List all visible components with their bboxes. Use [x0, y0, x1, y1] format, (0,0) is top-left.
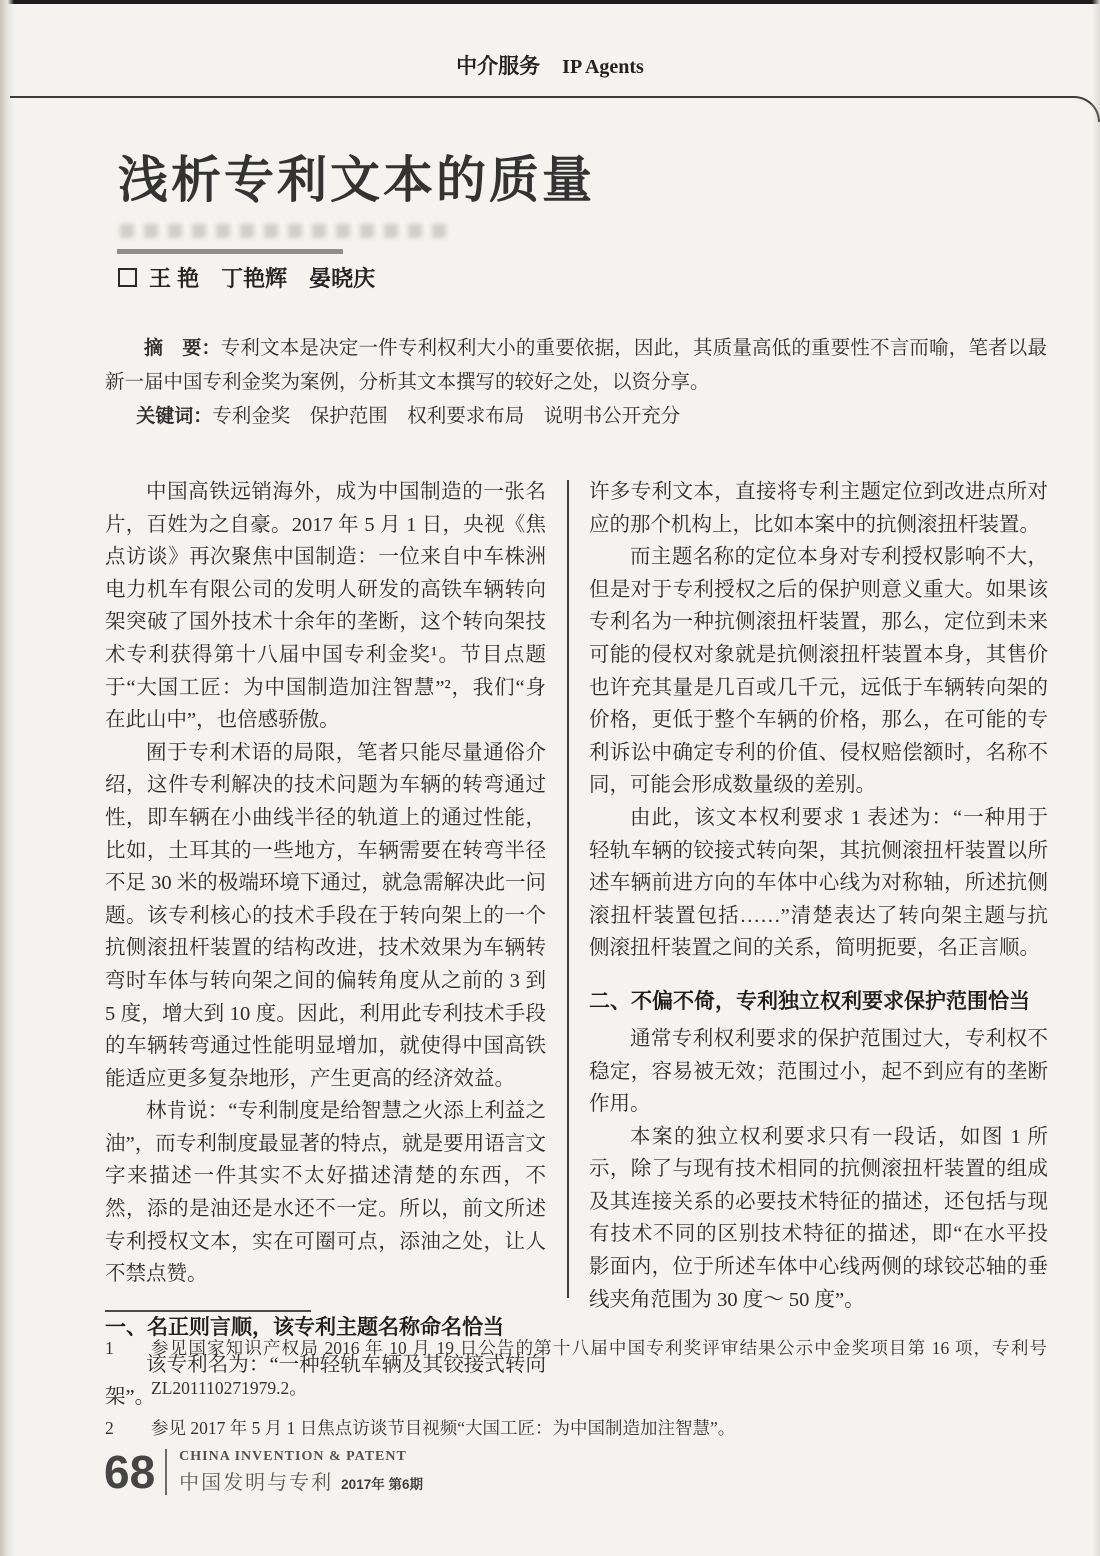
keywords-label: 关键词：: [136, 406, 213, 427]
page-footer: [104, 1448, 423, 1496]
journal-name-en: CHINA INVENTION & PATENT: [179, 1449, 407, 1464]
footnote-text: 参见国家知识产权局 2016 年 10 月 19 日公告的第十八届中国专利奖评审结果公示中金奖项目第 16 项，专利号 ZL201110271979.2。: [151, 1338, 1047, 1398]
paragraph: 林肯说：“专利制度是给智慧之火添上利益之油”，而专利制度最显著的特点，就是要用语言文字来描述一件其实不太好描述清楚的东西，不然，添的是油还是水还不一定。所以，前文所述专利授权文本，实在可圈可点，添油之处，让人不禁点赞。: [105, 1100, 546, 1286]
section-label-en: IP Agents: [562, 56, 644, 78]
author-names: 王 艳 丁艳辉 晏晓庆: [149, 266, 376, 291]
section-heading-1: 一、名正则言顺，该专利主题名称命名恰当: [105, 1315, 504, 1339]
scan-edge-top: [0, 0, 1100, 4]
paragraph: 本案的独立权利要求只有一段话，如图 1 所示，除了与现有技术相同的抗侧滚扭杆装置的组成及其连接关系的必要技术特征的描述，还包括与现有技术不同的区别技术特征的描述，即“在水平投影面内，位于所述车体中心线两侧的球铰芯轴的垂线夹角范围为 30 度～ 50 度”。: [589, 1125, 1048, 1311]
paragraph: 许多专利文本，直接将专利主题定位到改进点所对应的那个机构上，比如本案中的抗侧滚扭杆装置。: [589, 481, 1048, 536]
body-column-right: [589, 476, 1048, 1316]
scan-edge-left: [0, 0, 14, 1556]
author-marker-square: [118, 268, 137, 287]
article-title: 浅析专利文本的质量: [118, 152, 595, 208]
page-number: 68: [104, 1446, 156, 1498]
journal-info: [179, 1449, 423, 1495]
abstract-label: 摘 要：: [144, 338, 221, 359]
keywords-paragraph: [105, 400, 1047, 434]
paragraph: 该专利名为：“一种轻轨车辆及其铰接式转向架”。: [105, 1353, 546, 1409]
paragraph: 中国高铁远销海外，成为中国制造的一张名片，百姓为之自豪。2017 年 5 月 1 日，央视《焦点访谈》再次聚焦中国制造：一位来自中车株洲电力机车有限公司的发明人研发的高铁车辆转向架突破了国外技术十余年的垄断，这个转向架技术专利获得第十八届中国专利金奖¹。节目点题于“大国工匠：为中国制造加注智慧”²，我们“身在此山中”，也倍感骄傲。: [105, 481, 546, 732]
journal-name-cn: 中国发明与专利: [179, 1472, 334, 1494]
column-divider: [567, 480, 569, 1298]
ink-bleed-artifact: [120, 224, 450, 238]
scan-edge-right: [1092, 0, 1100, 1556]
footnote: [105, 1408, 1047, 1448]
title-underline-bar: [117, 249, 343, 254]
page-header: [0, 52, 1100, 84]
paragraph: 通常专利权利要求的保护范围过大，专利权不稳定，容易被无效；范围过小，起不到应有的垄断作用。: [589, 1027, 1048, 1116]
footnotes: [105, 1328, 1047, 1448]
paragraph: 由此，该文本权利要求 1 表述为：“一种用于轻轨车辆的铰接式转向架，其抗侧滚扭杆装置以所述车辆前进方向的车体中心线为对称轴，所述抗侧滚扭杆装置包括……”清楚表达了转向架主题与抗侧滚扭杆装置之间的关系，简明扼要，名正言顺。: [589, 806, 1048, 960]
paragraph: 囿于专利术语的局限，笔者只能尽量通俗介绍，这件专利解决的技术问题为车辆的转弯通过性，即车辆在小曲线半径的轨道上的通过性能，比如，土耳其的一些地方，车辆需要在转弯半径不足 30 米的极端环境下通过，就急需解决此一问题。该专利核心的技术手段在于转向架上的一个抗侧滚扭杆装置的结构改进，技术效果为车辆转弯时车体与转向架之间的偏转角度从之前的 3 到 5 度，增大到 10 度。因此，利用此专利技术手段的车辆转弯通过性能明显增加，就使得中国高铁能适应更多复杂地形，产生更高的经济效益。: [105, 741, 546, 1090]
section-heading-2: 二、不偏不倚，专利独立权利要求保护范围恰当: [589, 989, 1030, 1013]
journal-issue: 2017年 第6期: [341, 1477, 423, 1492]
abstract-paragraph: [105, 332, 1047, 400]
footnote-separator: [105, 1310, 311, 1312]
footnote-number: 2: [105, 1418, 114, 1438]
footnote-text: 参见 2017 年 5 月 1 日焦点访谈节目视频“大国工匠：为中国制造加注智慧”。: [151, 1418, 736, 1438]
footer-divider: [165, 1449, 167, 1495]
footnote: [105, 1328, 1047, 1408]
authors-line: [118, 262, 375, 293]
abstract-text: 专利文本是决定一件专利权利大小的重要依据，因此，其质量高低的重要性不言而喻，笔者以最新一届中国专利金奖为案例，分析其文本撰写的较好之处，以资分享。: [105, 338, 1047, 393]
paragraph: 而主题名称的定位本身对专利授权影响不大，但是对于专利授权之后的保护则意义重大。如果该专利名为一种抗侧滚扭杆装置，那么，定位到未来可能的侵权对象就是抗侧滚扭杆装置本身，其售价也许充其量是几百或几千元，远低于车辆转向架的价格，更低于整个车辆的价格，那么，在可能的专利诉讼中确定专利的价值、侵权赔偿额时，名称不同，可能会形成数量级的差别。: [589, 546, 1048, 797]
header-rule-curve: [1038, 96, 1100, 122]
keywords-text: 专利金奖 保护范围 权利要求布局 说明书公开充分: [212, 406, 681, 427]
header-rule: [10, 96, 1042, 98]
footnote-number: 1: [105, 1338, 114, 1358]
abstract-block: [105, 332, 1047, 434]
section-label-cn: 中介服务: [456, 55, 541, 78]
body-column-left: [105, 476, 546, 1414]
